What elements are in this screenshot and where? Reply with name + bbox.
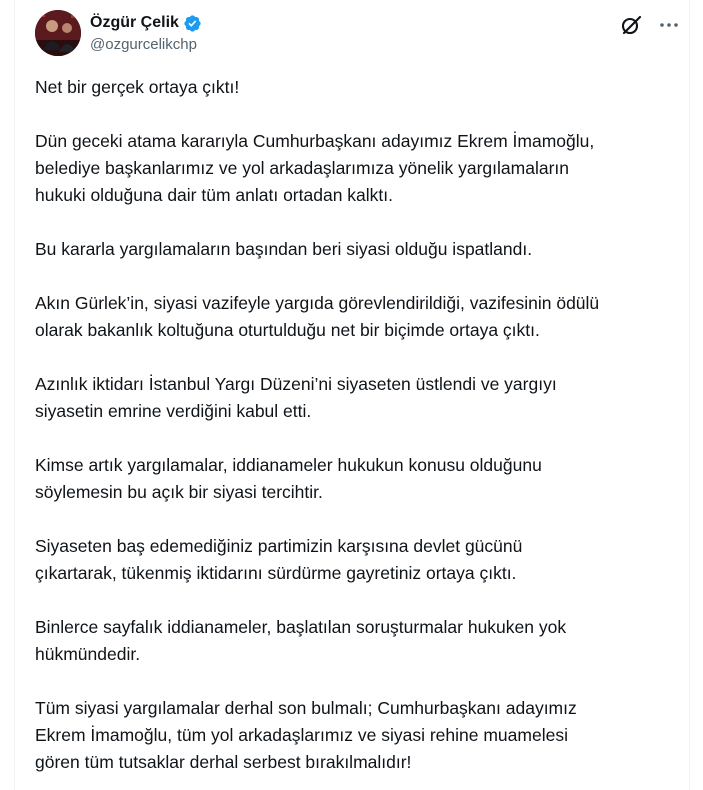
post-paragraph: Azınlık iktidarı İstanbul Yargı Düzeni’ni siyaseten üstlendi ve yargıyı siyasetin emrine verdiğini kabul etti. [35,374,557,421]
author-names [90,12,202,53]
post-paragraph: Dün geceki atama kararıyla Cumhurbaşkanı adayımız Ekrem İmamoğlu, belediye başkanlarımız ve yol arkadaşlarımıza yönelik yargılamaların hukuki olduğuna dair tüm anlatı ortadan kalktı. [35,131,595,205]
post-card[interactable] [14,0,690,790]
post-text [35,74,685,776]
author-display-name[interactable]: Özgür Çelik [90,14,179,31]
post-paragraph: Binlerce sayfalık iddianameler, başlatılan soruşturmalar hukuken yok hükmündedir. [35,617,567,664]
verified-badge-icon [183,14,202,33]
avatar-photo-graphic [35,10,81,56]
more-options-icon[interactable] [657,13,681,37]
post-paragraph: Siyaseten baş edemediğiniz partimizin karşısına devlet gücünü çıkartarak, tükenmiş iktidarını sürdürme gayretiniz ortaya çıktı. [35,536,523,583]
post-paragraph: Kimse artık yargılamalar, iddianameler hukukun konusu olduğunu söylemesin bu açık bir siyasi tercihtir. [35,455,542,502]
display-name-row [90,12,202,34]
post-paragraph: Tüm siyasi yargılamalar derhal son bulmalı; Cumhurbaşkanı adayımız Ekrem İmamoğlu, tüm yol arkadaşlarımız ve siyasi rehine muamelesi gören tüm tutsaklar derhal serbest bırakılmalıdır! [35,698,577,772]
post-paragraph: Bu kararla yargılamaların başından beri siyasi olduğu ispatlandı. [35,239,533,259]
avatar[interactable] [35,10,81,56]
grok-icon[interactable] [619,13,643,37]
post-header [35,10,675,58]
post-paragraph: Akın Gürlek’in, siyasi vazifeyle yargıda görevlendirildiği, vazifesinin ödülü olarak bakanlık koltuğuna oturtulduğu net bir biçimde ortaya çıktı. [35,293,600,340]
author-handle[interactable]: @ozgurcelikchp [90,36,197,53]
post-paragraph: Net bir gerçek ortaya çıktı! [35,77,240,97]
